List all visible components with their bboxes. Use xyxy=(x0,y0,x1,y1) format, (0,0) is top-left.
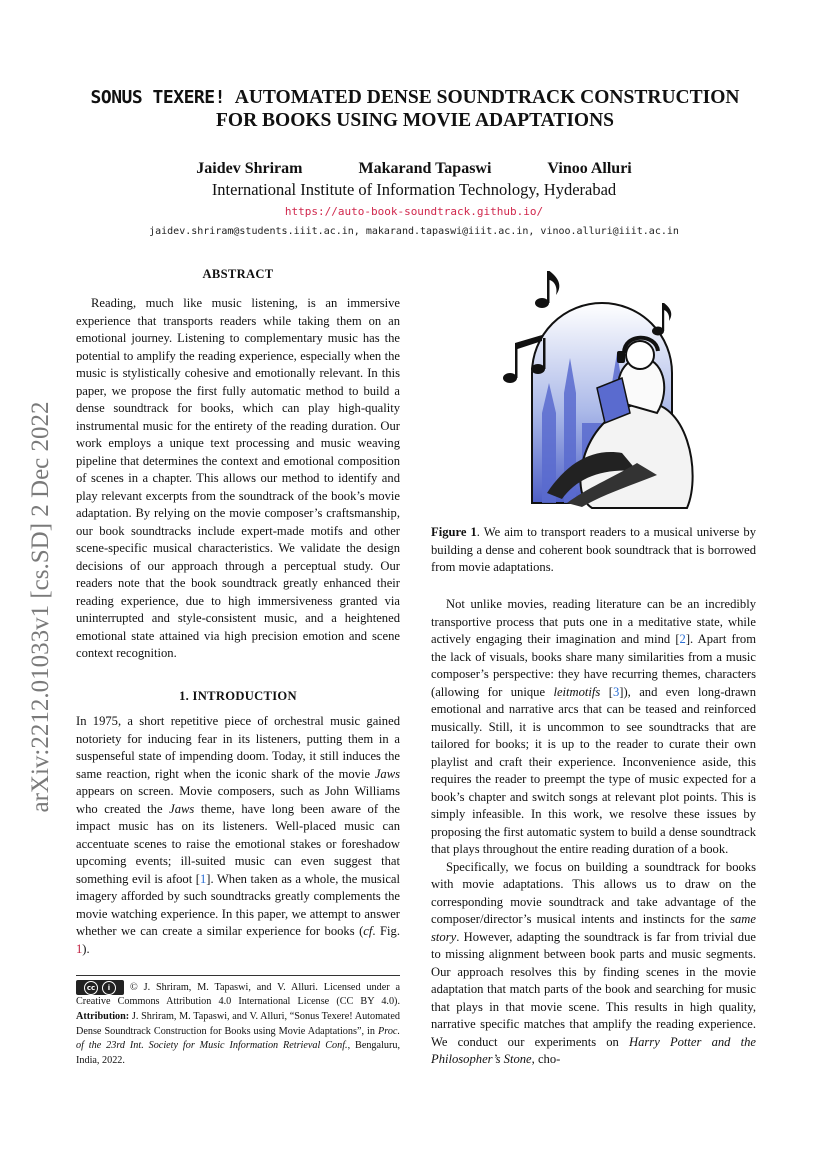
introduction-paragraph xyxy=(76,713,400,958)
abstract-text: Reading, much like music listening, is an immersive experience that transports readers while taking them on an emotional journey. Listening to complementary music has the potential to amplify the reading experience, especially when the music is stylistically cohesive and emotionally relevant. In this paper, we propose the first fully automatic method to build a dense soundtrack for books, which can play high-quality instrumental music for the entirety of the reading duration. Our work employs a unique text processing and music weaving pipeline that determines the context and emotional composition of scenes in a chapter. This allows our method to identify and play relevant excerpts from the soundtrack of the book’s movie adaptation. By relying on the movie composer’s craftsmanship, our book soundtracks include expert-made motifs and other scene-specific musical characteristics. We validate the design decisions of our approach through a perceptual study. Our readers note that the book soundtrack greatly enhanced their reading experience, due to high immersiveness granted via uninterrupted and style-consistent music, and a heightened emotional state attained via high precision emotion and scene context recognition. xyxy=(76,296,400,660)
figure-1-caption xyxy=(431,524,756,577)
introduction-continued xyxy=(431,596,756,1069)
text-run: theme, have long been aware of the impact music has on its listeners. Well-placed music can accentuate scenes to raise the emotional stakes or foreshadow upcoming events; ill-suited music can even suggest that something evil is afoot [ xyxy=(76,801,400,886)
text-run: ). xyxy=(82,941,90,956)
text-run-italic: Harry Potter and the Philosopher’s Stone xyxy=(431,1034,756,1066)
conference-location: , Bengaluru, India, 2022. xyxy=(76,1040,401,1066)
caption-text: . We aim to transport readers to a musical universe by building a dense and coherent book soundtrack that is borrowed from movie adaptations. xyxy=(431,525,756,574)
text-run: ]. Apart from the lack of visuals, books share many similarities from a music composer’s perspective: they have recurring themes, characters (allowing for unique xyxy=(431,632,756,699)
author-list xyxy=(0,160,828,178)
introduction-heading: 1. INTRODUCTION xyxy=(179,689,297,703)
cc-by-badge-icon: cc i xyxy=(76,980,124,995)
project-url-link[interactable]: https://auto-book-soundtrack.github.io/ xyxy=(284,205,544,218)
citation-link[interactable]: 2 xyxy=(679,632,686,646)
body-paragraph xyxy=(431,859,756,1069)
author-name: Vinoo Alluri xyxy=(547,160,632,177)
text-run: , cho- xyxy=(531,1052,561,1066)
text-run: Specifically, we focus on building a soundtrack for books with movie adaptations. This allows us to draw on the corresponding movie soundtrack and take advantage of the composer/director’s musical intents and instincts for the xyxy=(431,859,756,926)
text-run: appears on screen. Movie composers, such as John Williams who created the xyxy=(76,784,400,816)
paper-title xyxy=(60,86,770,132)
text-run: [ xyxy=(600,684,613,699)
text-run-italic: cf xyxy=(363,924,373,938)
author-name: Makarand Tapaswi xyxy=(358,160,492,177)
text-run: Not unlike movies, reading literature can be an incredibly transportive process that puts one in a meditative state, while actively engaging their imagination and mind [ xyxy=(431,597,756,646)
introduction-body xyxy=(76,713,400,958)
text-run-italic: same story xyxy=(431,912,756,944)
license-footnote xyxy=(76,975,400,1068)
body-paragraph xyxy=(431,596,756,859)
figure-ref-link[interactable]: 1 xyxy=(76,941,83,956)
text-run: ]), and even long-drawn emotional and narrative arcs that can be teased and reinforced musically. Still, it is uncommon to see soundtracks that are tailored for books; it is up to the reader to curate their own playlist and craft their experience. Inconvenience aside, this requires the reader to preempt the type of music expected for a book’s chapter and switch songs at relevant plot points. This is simply infeasible. In this work, we resolve these issues by proposing the first automatic system to build a dense soundtrack that plays throughout the entire reading duration of a book. xyxy=(431,684,757,856)
author-name: Jaidev Shriram xyxy=(196,160,303,177)
citation-link[interactable]: 3 xyxy=(612,684,620,699)
text-run-italic: Jaws xyxy=(374,766,400,781)
author-emails: jaidev.shriram@students.iiit.ac.in, makarand.tapaswi@iiit.ac.in, vinoo.alluri@iiit.ac.in xyxy=(149,226,679,237)
text-run: . Fig. xyxy=(372,924,400,938)
attribution-text: J. Shriram, M. Tapaswi, and V. Alluri, “Sonus Texere! Automated Dense Soundtrack Construction for Books using Movie Adaptations”, in xyxy=(76,1011,400,1037)
proceedings-name: Proc. of the 23rd Int. Society for Music Information Retrieval Conf. xyxy=(76,1025,400,1052)
title-logo: SONUS TEXERE! xyxy=(90,87,225,108)
text-run: In 1975, a short repetitive piece of orchestral music gained notoriety for inducing fear in its listeners, putting them in a suspenseful state of impending doom. Today, it still induces the same reaction, right when the iconic shark of the movie xyxy=(76,714,400,781)
affiliation: International Institute of Information Technology, Hyderabad xyxy=(211,180,617,199)
abstract-body xyxy=(76,295,400,663)
text-run: . However, adapting the soundtrack is far from trivial due to missing alignment between book parts and music segments. Our approach resolves this by finding scenes in the movie adaptation that match parts of the book and searching for music that plays in that movie scene. This results in high quality, narrative specific matches that amplify the reading experience. We conduct our experiments on xyxy=(431,929,756,1049)
caption-paragraph xyxy=(431,524,756,577)
title-line-2: FOR BOOKS USING MOVIE ADAPTATIONS xyxy=(216,110,614,131)
license-line: © J. Shriram, M. Tapaswi, and V. Alluri. Licensed under a Creative Commons Attribution 4.0 International License (CC BY 4.0). xyxy=(76,981,400,1008)
citation-link[interactable]: 1 xyxy=(199,871,207,886)
abstract-heading: ABSTRACT xyxy=(202,267,274,281)
title-line-1: AUTOMATED DENSE SOUNDTRACK CONSTRUCTION xyxy=(234,87,740,108)
figure-1-illustration xyxy=(472,263,722,513)
arxiv-stamp: arXiv:2212.01033v1 [cs.SD] 2 Dec 2022 xyxy=(27,401,54,813)
figure-label: Figure 1 xyxy=(431,525,477,539)
attribution-label: Attribution: xyxy=(76,1011,130,1023)
text-run-italic: Jaws xyxy=(169,801,195,816)
text-run: ]. When taken as a whole, the musical imagery afforded by such soundtracks greatly complements the movie watching experience. In this paper, we attempt to answer whether we can create a similar experience for books ( xyxy=(76,871,401,938)
text-run-italic: leitmotifs xyxy=(553,684,601,699)
